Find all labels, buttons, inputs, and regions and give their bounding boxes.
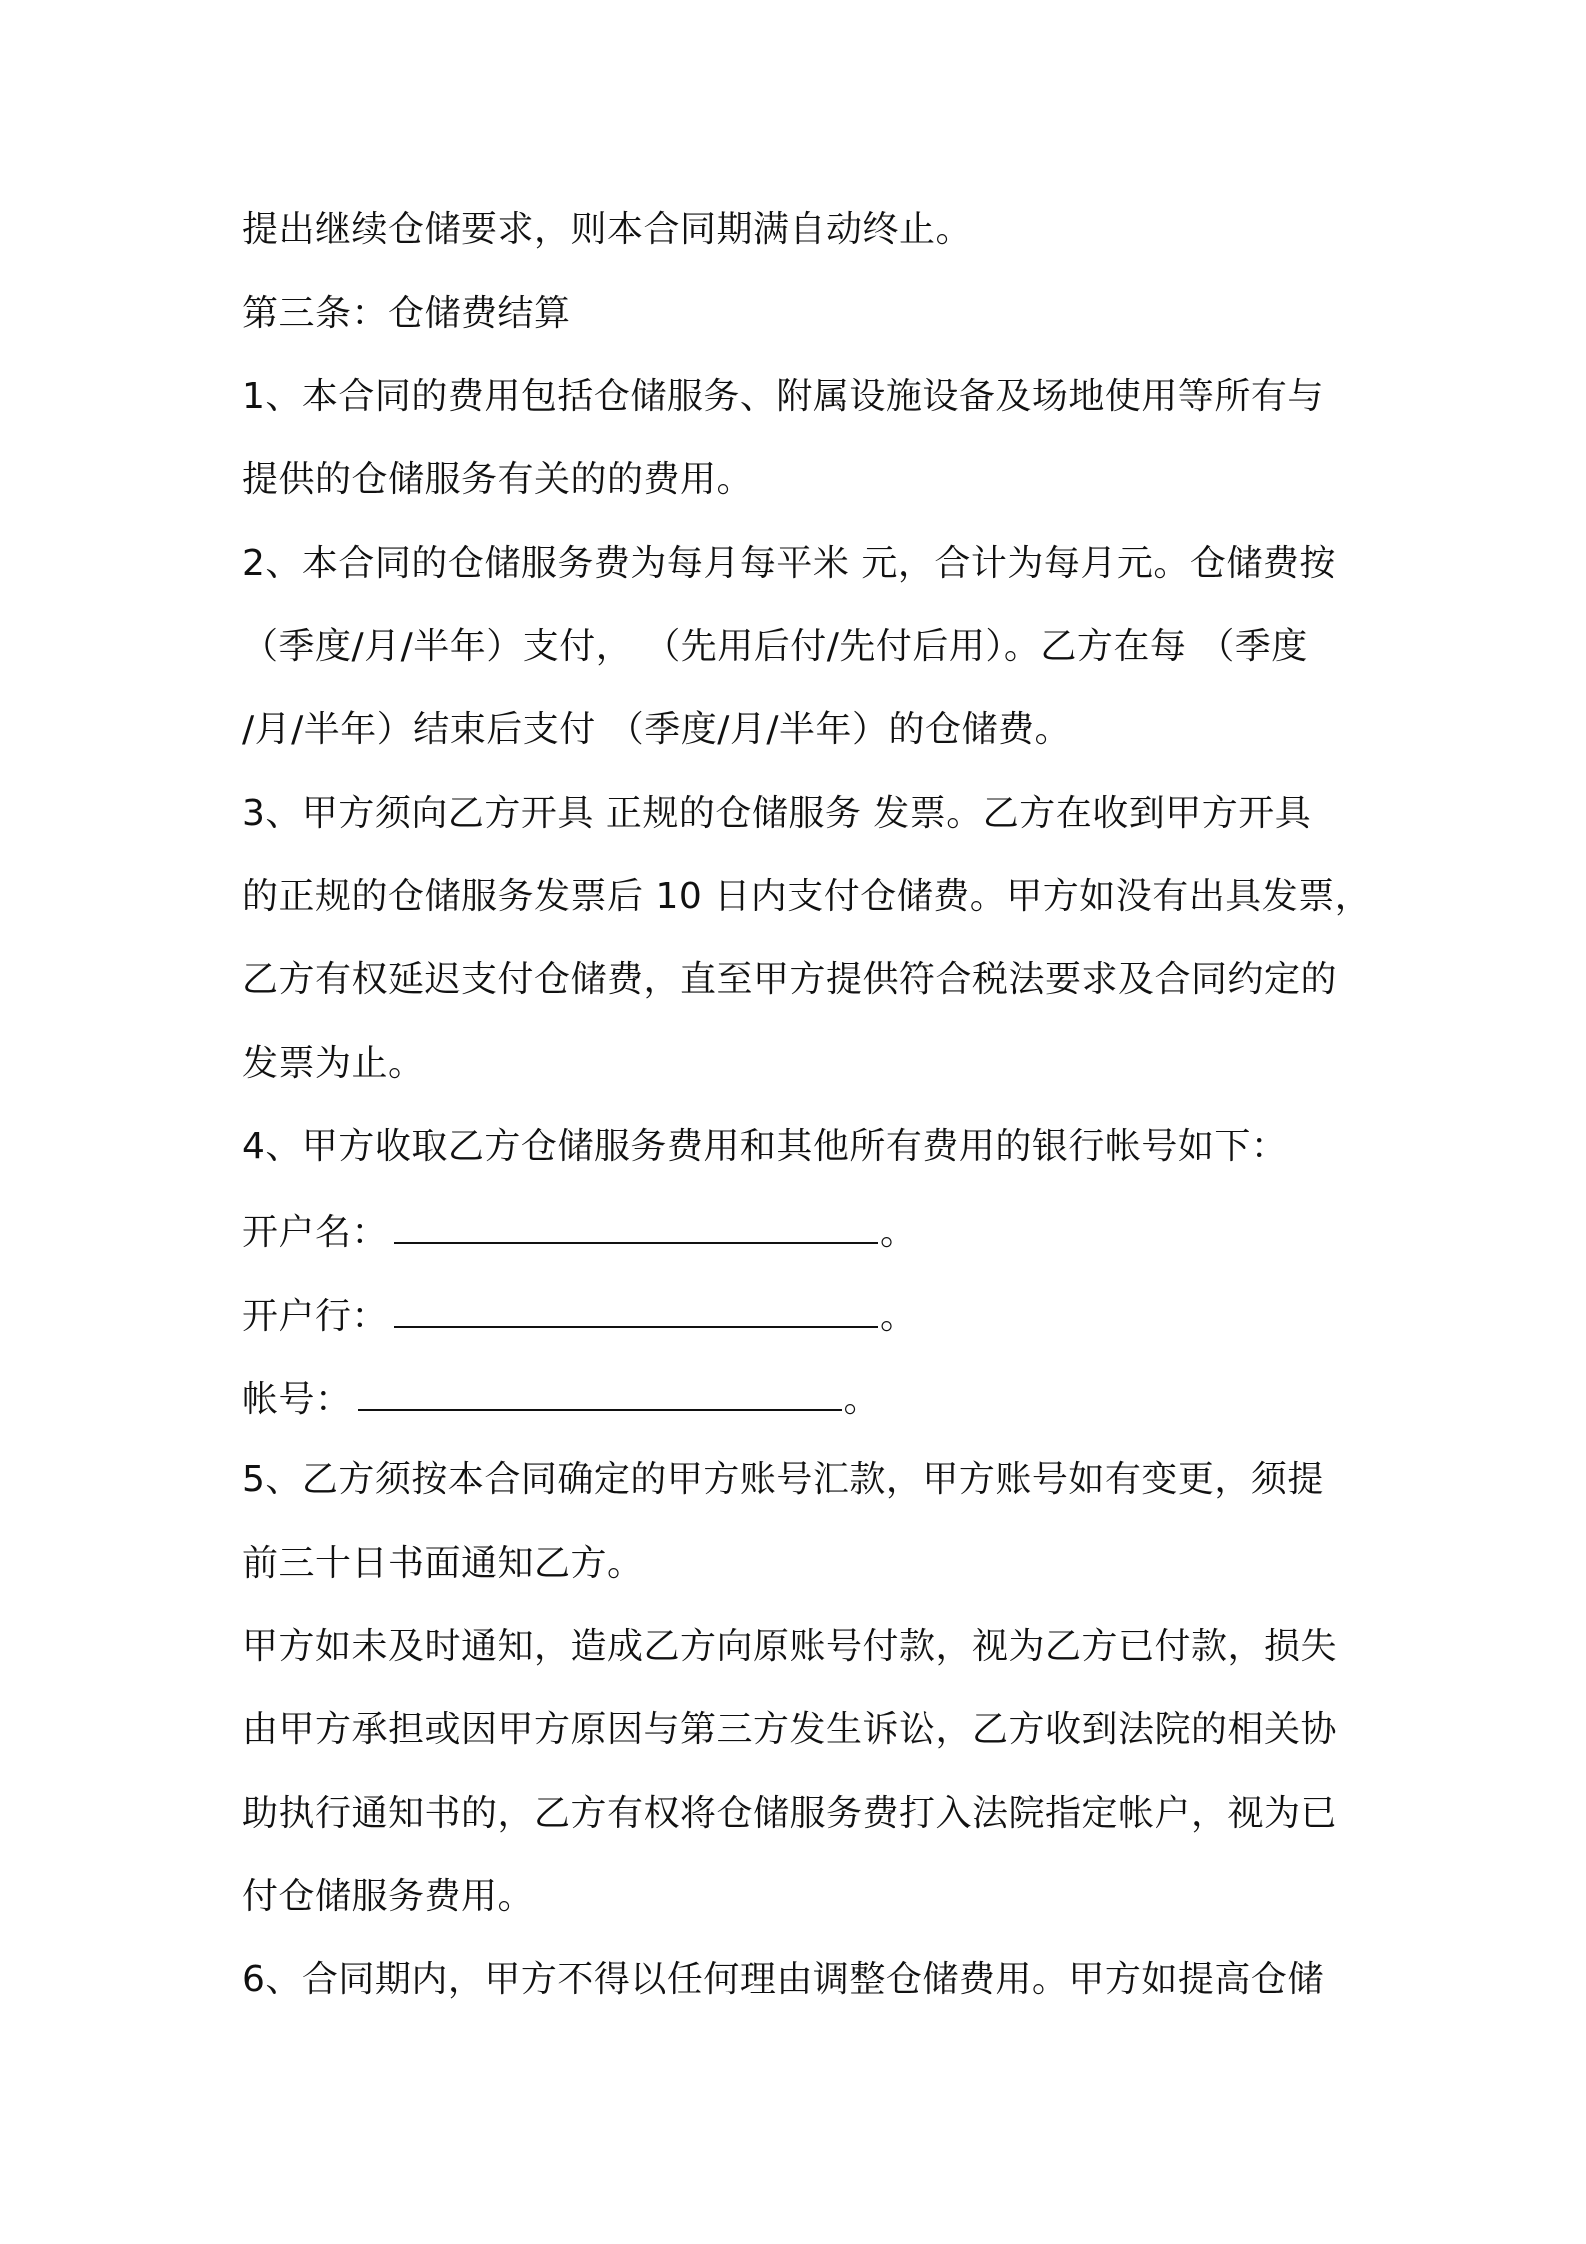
account-number-field: [242, 1373, 1362, 1424]
text-line: （季度/月/半年）支付， （先用后付/先付后用）。乙方在每 （季度: [242, 626, 1308, 667]
field-terminator: 。: [843, 1379, 881, 1420]
text-line: 1、本合同的费用包括仓储服务、附属设施设备及场地使用等所有与: [242, 376, 1324, 417]
text-line: /月/半年）结束后支付 （季度/月/半年）的仓储费。: [242, 709, 1071, 750]
text-line: 提出继续仓储要求，则本合同期满自动终止。: [242, 209, 973, 250]
account-number-blank: [358, 1373, 842, 1411]
text-line: 由甲方承担或因甲方原因与第三方发生诉讼，乙方收到法院的相关协: [242, 1709, 1338, 1750]
text-line: 助执行通知书的，乙方有权将仓储服务费打入法院指定帐户，视为已: [242, 1793, 1338, 1834]
text-line: 的正规的仓储服务发票后 10 日内支付仓储费。甲方如没有出具发票，: [242, 876, 1372, 917]
account-number-label: 帐号：: [242, 1379, 352, 1420]
text-line: 付仓储服务费用。: [242, 1876, 535, 1917]
text-line: 5、乙方须按本合同确定的甲方账号汇款，甲方账号如有变更，须提: [242, 1459, 1324, 1500]
section-heading: 第三条：仓储费结算: [242, 293, 571, 334]
text-line: 4、甲方收取乙方仓储服务费用和其他所有费用的银行帐号如下：: [242, 1126, 1288, 1167]
account-name-blank: [394, 1206, 878, 1244]
text-line: 发票为止。: [242, 1043, 425, 1084]
text-line: 甲方如未及时通知，造成乙方向原账号付款，视为乙方已付款，损失: [242, 1626, 1338, 1667]
bank-field: [242, 1290, 1362, 1341]
text-line: 2、本合同的仓储服务费为每月每平米 元，合计为每月元。仓储费按: [242, 543, 1336, 584]
field-terminator: 。: [880, 1212, 917, 1253]
text-line: 乙方有权延迟支付仓储费，直至甲方提供符合税法要求及合同约定的: [242, 959, 1338, 1000]
text-line: 3、甲方须向乙方开具 正规的仓储服务 发票。乙方在收到甲方开具: [242, 793, 1312, 834]
account-name-label: 开户名：: [242, 1212, 389, 1253]
bank-label: 开户行：: [242, 1296, 389, 1337]
text-line: 提供的仓储服务有关的的费用。: [242, 459, 754, 500]
field-terminator: 。: [880, 1296, 917, 1337]
text-line: 前三十日书面通知乙方。: [242, 1543, 644, 1584]
bank-blank: [394, 1290, 878, 1328]
account-name-field: [242, 1206, 1362, 1257]
text-line: 6、合同期内，甲方不得以任何理由调整仓储费用。甲方如提高仓储: [242, 1959, 1324, 2000]
